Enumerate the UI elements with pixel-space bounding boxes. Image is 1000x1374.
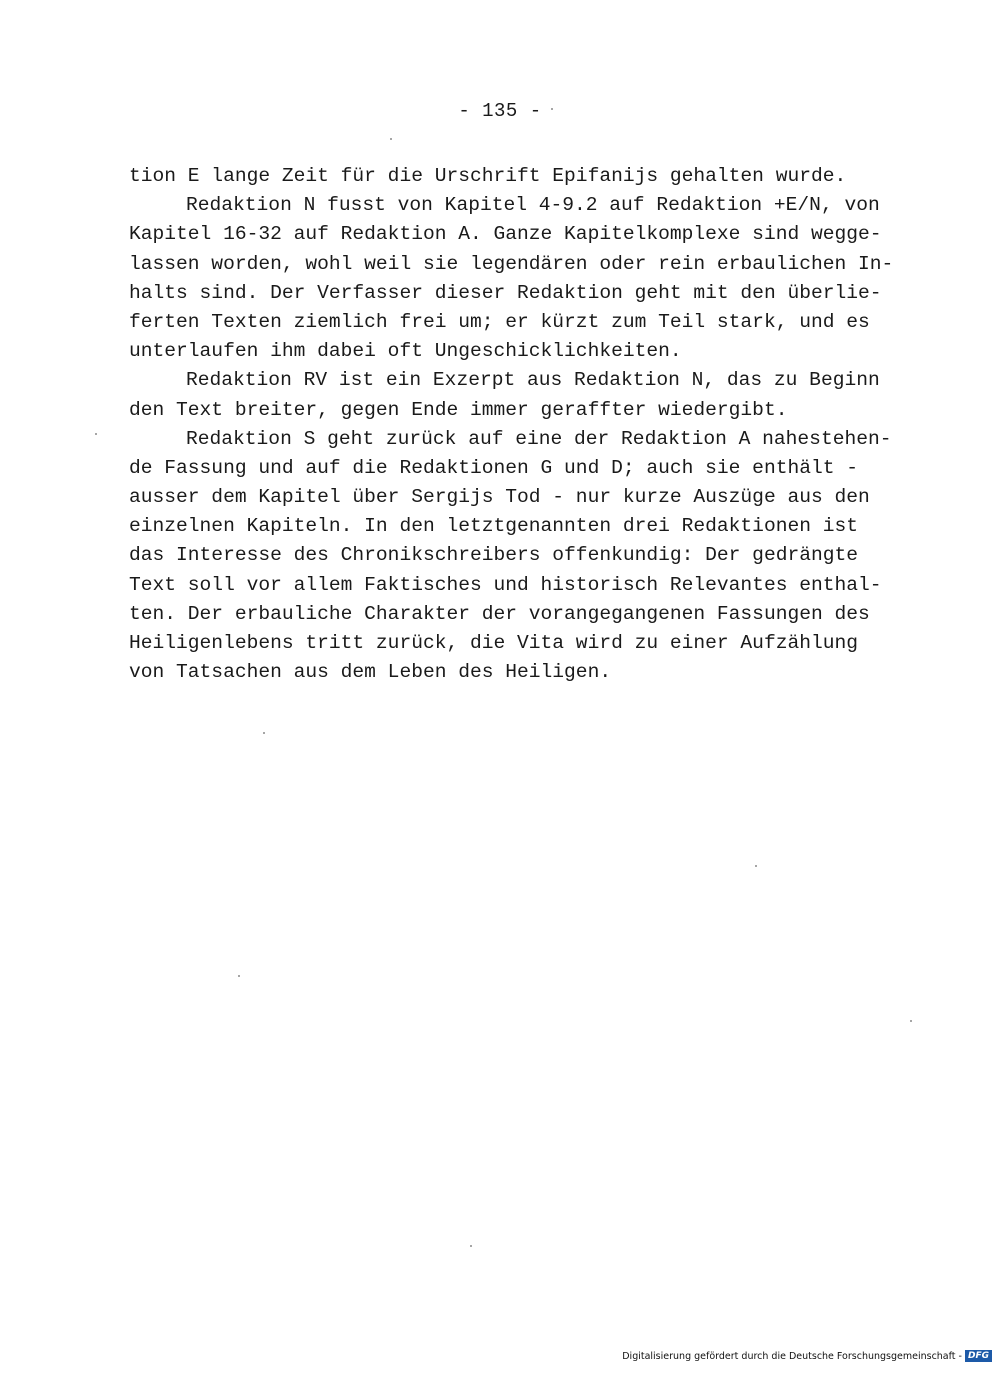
text-line: das Interesse des Chronikschreibers offenkundig: Der gedrängte [129,544,859,567]
text-line: den Text breiter, gegen Ende immer geraffter wiedergibt. [129,398,788,421]
scan-speck [755,865,757,867]
text-line: de Fassung und auf die Redaktionen G und D; auch sie enthält - [129,456,859,479]
text-line: unterlaufen ihm dabei oft Ungeschicklichkeiten. [129,340,682,363]
scan-speck [263,732,265,734]
text-line: Text soll vor allem Faktisches und historisch Relevantes enthal- [129,573,882,596]
text-line: ten. Der erbauliche Charakter der vorangegangenen Fassungen des [129,602,870,625]
footer-credit: Digitalisierung gefördert durch die Deutsche Forschungsgemeinschaft - [622,1350,962,1362]
scan-speck [551,108,553,110]
dfg-logo: DFG [965,1350,992,1362]
scan-speck [470,1245,472,1247]
text-line: Redaktion N fusst von Kapitel 4-9.2 auf Redaktion +E/N, von [186,194,880,217]
text-line: einzelnen Kapiteln. In den letztgenannten drei Redaktionen ist [129,515,859,538]
text-line: ausser dem Kapitel über Sergijs Tod - nur kurze Auszüge aus den [129,486,870,509]
text-line: Redaktion S geht zurück auf eine der Redaktion A nahestehen- [186,427,892,450]
text-line: lassen worden, wohl weil sie legendären oder rein erbaulichen In- [129,252,894,275]
page-number: - 135 - [458,100,542,122]
text-line: Redaktion RV ist ein Exzerpt aus Redaktion N, das zu Beginn [186,369,880,392]
text-line: Kapitel 16-32 auf Redaktion A. Ganze Kapitelkomplexe sind wegge- [129,223,882,246]
body-text [129,162,909,687]
footer [622,1350,992,1362]
scan-speck [95,433,97,435]
text-line: von Tatsachen aus dem Leben des Heiligen. [129,661,612,684]
scan-speck [238,975,240,977]
text-line: ferten Texten ziemlich frei um; er kürzt zum Teil stark, und es [129,310,870,333]
scan-speck [390,138,392,140]
scan-speck [910,1020,912,1022]
text-line: Heiligenlebens tritt zurück, die Vita wird zu einer Aufzählung [129,632,859,654]
text-line: tion E lange Zeit für die Urschrift Epifanijs gehalten wurde. [129,165,847,187]
text-line: halts sind. Der Verfasser dieser Redaktion geht mit den überlie- [129,281,882,304]
